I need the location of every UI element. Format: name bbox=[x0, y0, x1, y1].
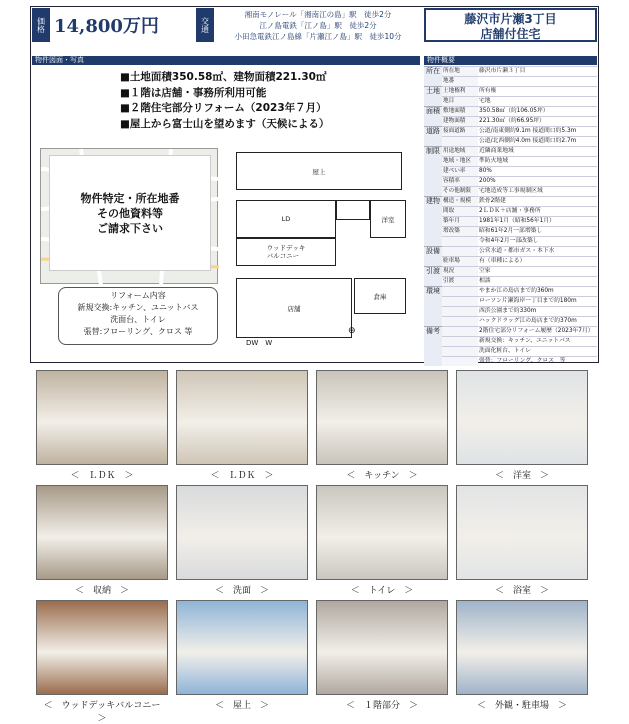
fp-bath bbox=[336, 200, 370, 220]
notice-line: ご請求下さい bbox=[97, 221, 163, 235]
property-photo bbox=[456, 485, 588, 580]
overview-row bbox=[424, 247, 597, 257]
property-photo bbox=[456, 600, 588, 695]
overview-category bbox=[424, 347, 442, 357]
overview-row bbox=[424, 67, 597, 77]
overview-value: 令和4年2月一部改築し bbox=[478, 237, 597, 247]
overview-row bbox=[424, 347, 597, 357]
photo-caption: ＜ トイレ ＞ bbox=[350, 586, 414, 596]
price: 14,800万円 bbox=[54, 16, 159, 37]
overview-category bbox=[424, 307, 442, 317]
overview-row bbox=[424, 257, 597, 267]
overview-category bbox=[424, 137, 442, 147]
overview-row bbox=[424, 107, 597, 117]
map-notice bbox=[49, 155, 211, 271]
overview-subject bbox=[442, 357, 478, 367]
overview-value: 宅地 bbox=[478, 97, 597, 107]
overview-row bbox=[424, 117, 597, 127]
property-photo bbox=[176, 370, 308, 465]
property-photo bbox=[456, 370, 588, 465]
property-photo bbox=[36, 485, 168, 580]
overview-category bbox=[424, 187, 442, 197]
overview-value: 張替：フローリング、クロス 等 bbox=[478, 357, 597, 367]
overview-value: 新規交換：キッチン、ユニットバス bbox=[478, 337, 597, 347]
title-line1: 藤沢市片瀬3丁目 bbox=[464, 12, 557, 26]
overview-subject bbox=[442, 327, 478, 337]
overview-category bbox=[424, 77, 442, 87]
overview-subject bbox=[442, 297, 478, 307]
overview-category bbox=[424, 237, 442, 247]
overview-subject bbox=[442, 247, 478, 257]
overview-row bbox=[424, 147, 597, 157]
reform-line: 新規交換:キッチン、ユニットバス bbox=[77, 303, 199, 312]
notice-line: 物件特定・所在地番 bbox=[80, 191, 180, 205]
photo-caption: ＜ 屋上 ＞ bbox=[214, 701, 269, 711]
overview-value: 80% bbox=[478, 167, 597, 177]
overview-table-grid bbox=[424, 66, 597, 366]
overview-row bbox=[424, 157, 597, 167]
overview-category bbox=[424, 117, 442, 127]
overview-category: 引渡 bbox=[426, 267, 440, 276]
overview-subject bbox=[442, 137, 478, 147]
overview-row bbox=[424, 177, 597, 187]
overview-row bbox=[424, 187, 597, 197]
fp-western-room: 洋室 bbox=[370, 200, 406, 238]
reform-title: リフォーム内容 bbox=[110, 291, 166, 300]
overview-value: 洗面化粧台、トイレ bbox=[478, 347, 597, 357]
overview-category: 環境 bbox=[426, 287, 440, 296]
overview-subject: 容積率 bbox=[442, 177, 478, 187]
overview-subject: 所在地 bbox=[442, 67, 478, 77]
overview-value: 公営水道・都市ガス・本下水 bbox=[478, 247, 597, 257]
overview-row bbox=[424, 287, 597, 297]
price-label: 価格 bbox=[32, 8, 50, 42]
overview-value: ハックドラッグ江の島店まで約370m bbox=[478, 317, 597, 327]
overview-category: 備考 bbox=[426, 327, 440, 336]
overview-subject bbox=[442, 237, 478, 247]
overview-category: 土地 bbox=[426, 87, 440, 96]
overview-value: 有（車種による） bbox=[478, 257, 597, 267]
overview-value: 相談 bbox=[478, 277, 597, 287]
overview-category bbox=[424, 257, 442, 267]
overview-row bbox=[424, 97, 597, 107]
overview-row bbox=[424, 307, 597, 317]
overview-row bbox=[424, 237, 597, 247]
overview-table bbox=[424, 66, 597, 365]
property-photo bbox=[176, 600, 308, 695]
overview-category bbox=[424, 157, 442, 167]
overview-row bbox=[424, 207, 597, 217]
overview-value: 所有権 bbox=[478, 87, 597, 97]
overview-subject: 駐車場 bbox=[442, 257, 478, 267]
property-photo bbox=[316, 600, 448, 695]
photo-caption: ＜ ＬＤＫ ＞ bbox=[70, 471, 134, 481]
photo-caption: ＜ 洗面 ＞ bbox=[214, 586, 269, 596]
overview-row bbox=[424, 337, 597, 347]
overview-category bbox=[424, 337, 442, 347]
overview-category bbox=[424, 297, 442, 307]
overview-value: 公道/北西側約4.0m 接道間口約2.7m bbox=[478, 137, 597, 147]
overview-row bbox=[424, 277, 597, 287]
overview-subject: 敷地面積 bbox=[442, 107, 478, 117]
overview-value: 350.58㎡（約106.05坪） bbox=[478, 107, 597, 117]
overview-subject: 現況 bbox=[442, 267, 478, 277]
photo-caption: ＜ 外観・駐車場 ＞ bbox=[476, 701, 567, 711]
overview-value: ローソン片瀬海岸一丁目まで約180m bbox=[478, 297, 597, 307]
feature-bullets bbox=[120, 70, 420, 134]
overview-subject bbox=[442, 307, 478, 317]
property-photo bbox=[36, 370, 168, 465]
left-section-title: 物件図面・写真 bbox=[32, 56, 420, 65]
overview-value: 1981年1月（昭和56年1月） bbox=[478, 217, 597, 227]
overview-row bbox=[424, 87, 597, 97]
overview-row bbox=[424, 297, 597, 307]
photo-caption: ＜ ウッドデッキバルコニー ＞ bbox=[43, 701, 170, 724]
overview-row bbox=[424, 327, 597, 337]
transport-label: 交通 bbox=[196, 8, 214, 42]
overview-subject: 接面道路 bbox=[442, 127, 478, 137]
overview-row bbox=[424, 137, 597, 147]
property-photo bbox=[36, 600, 168, 695]
transport-line: 江ノ島電鉄「江ノ島」駅 徒歩2分 bbox=[259, 21, 377, 30]
overview-category: 道路 bbox=[426, 127, 440, 136]
overview-subject: 地目 bbox=[442, 97, 478, 107]
overview-subject bbox=[442, 337, 478, 347]
fp-warehouse: 倉庫 bbox=[354, 278, 406, 314]
overview-row bbox=[424, 217, 597, 227]
overview-value: 宅地造成等工事規制区域 bbox=[478, 187, 597, 197]
fp-rooftop: 屋上 bbox=[236, 152, 402, 190]
overview-category bbox=[424, 97, 442, 107]
overview-subject: 用途地域 bbox=[442, 147, 478, 157]
fp-store: 店舗 bbox=[236, 278, 352, 338]
title-line2: 店舗付住宅 bbox=[480, 27, 541, 41]
notice-line: その他資料等 bbox=[97, 206, 163, 220]
photo-caption: ＜ 収納 ＞ bbox=[74, 586, 129, 596]
overview-row bbox=[424, 357, 597, 367]
overview-value: 2階住宅部分リフォーム履歴（2023年7月） bbox=[478, 327, 597, 337]
overview-subject: 築年月 bbox=[442, 217, 478, 227]
bullet-item: ■１階は店舗・事務所利用可能 bbox=[120, 86, 267, 99]
overview-row bbox=[424, 127, 597, 137]
overview-category: 建物 bbox=[426, 197, 440, 206]
overview-value: 藤沢市片瀬３丁目 bbox=[478, 67, 597, 77]
overview-subject: 引渡 bbox=[442, 277, 478, 287]
overview-row bbox=[424, 77, 597, 87]
overview-category bbox=[424, 357, 442, 367]
property-photo bbox=[316, 485, 448, 580]
overview-subject: 建ぺい率 bbox=[442, 167, 478, 177]
property-photo bbox=[316, 370, 448, 465]
overview-subject: 土地権利 bbox=[442, 87, 478, 97]
overview-value bbox=[478, 77, 597, 87]
overview-category: 制限 bbox=[426, 147, 440, 156]
overview-value: 200% bbox=[478, 177, 597, 187]
overview-category: 面積 bbox=[426, 107, 440, 116]
reform-line: 張替:フローリング、クロス 等 bbox=[83, 327, 193, 336]
photo-caption: ＜ ＬＤＫ ＞ bbox=[210, 471, 274, 481]
photo-grid bbox=[30, 370, 599, 724]
overview-row bbox=[424, 227, 597, 237]
overview-category bbox=[424, 177, 442, 187]
reform-box bbox=[58, 287, 218, 345]
title-box bbox=[424, 8, 597, 42]
overview-value: 準防火地域 bbox=[478, 157, 597, 167]
floorplan bbox=[230, 148, 415, 348]
north-arrow-icon: ⊕ bbox=[348, 326, 356, 336]
overview-row bbox=[424, 197, 597, 207]
overview-subject: 増改築 bbox=[442, 227, 478, 237]
overview-value: 鉄骨2階建 bbox=[478, 197, 597, 207]
overview-value: 公道/南東側約9.1m 接道間口約5.3m bbox=[478, 127, 597, 137]
reform-line: 洗面台、トイレ bbox=[110, 315, 166, 324]
overview-row bbox=[424, 317, 597, 327]
overview-row bbox=[424, 267, 597, 277]
bullet-item: ■２階住宅部分リフォーム（2023年７月） bbox=[120, 102, 327, 114]
overview-value: 昭和61年2月一部増築し bbox=[478, 227, 597, 237]
overview-subject bbox=[442, 317, 478, 327]
overview-subject: 間取 bbox=[442, 207, 478, 217]
bullet-item: ■土地面積350.58㎡、建物面積221.30㎡ bbox=[120, 71, 327, 83]
fp-ldk: LD bbox=[236, 200, 336, 238]
overview-value: 西浜公園まで約330m bbox=[478, 307, 597, 317]
location-map bbox=[40, 148, 218, 284]
right-section-title: 物件概要 bbox=[424, 56, 597, 65]
overview-subject bbox=[442, 287, 478, 297]
overview-subject: 地域・地区 bbox=[442, 157, 478, 167]
overview-category: 設備 bbox=[426, 247, 440, 256]
overview-category: 所在 bbox=[426, 67, 440, 76]
property-photo bbox=[176, 485, 308, 580]
overview-category bbox=[424, 207, 442, 217]
overview-category bbox=[424, 167, 442, 177]
overview-value: 221.30㎡（約66.95坪） bbox=[478, 117, 597, 127]
photo-caption: ＜ 浴室 ＞ bbox=[494, 586, 549, 596]
overview-category bbox=[424, 227, 442, 237]
fp-wooddeck: ウッドデッキ バルコニー bbox=[236, 238, 336, 266]
transport-line: 湘南モノレール「湘南江の島」駅 徒歩2分 bbox=[244, 10, 392, 19]
photo-caption: ＜ キッチン ＞ bbox=[346, 471, 418, 481]
overview-value: 近隣商業地域 bbox=[478, 147, 597, 157]
overview-row bbox=[424, 167, 597, 177]
overview-subject: 建物面積 bbox=[442, 117, 478, 127]
overview-value: 空家 bbox=[478, 267, 597, 277]
overview-subject bbox=[442, 347, 478, 357]
overview-category bbox=[424, 217, 442, 227]
bullet-item: ■屋上から富士山を望めます（天候による） bbox=[120, 117, 330, 130]
overview-subject: 地番 bbox=[442, 77, 478, 87]
overview-subject: その他制限 bbox=[442, 187, 478, 197]
overview-value: 2ＬＤＫ＋店舗・事務所 bbox=[478, 207, 597, 217]
overview-value: やまか江の島店まで約360m bbox=[478, 287, 597, 297]
overview-category bbox=[424, 277, 442, 287]
fp-dw-label: DW W bbox=[246, 339, 273, 347]
photo-caption: ＜ １階部分 ＞ bbox=[345, 701, 418, 711]
overview-subject: 構造・規模 bbox=[442, 197, 478, 207]
overview-category bbox=[424, 317, 442, 327]
transport-list bbox=[218, 9, 418, 42]
transport-line: 小田急電鉄江ノ島線「片瀬江ノ島」駅 徒歩10分 bbox=[234, 32, 402, 41]
photo-caption: ＜ 洋室 ＞ bbox=[494, 471, 549, 481]
